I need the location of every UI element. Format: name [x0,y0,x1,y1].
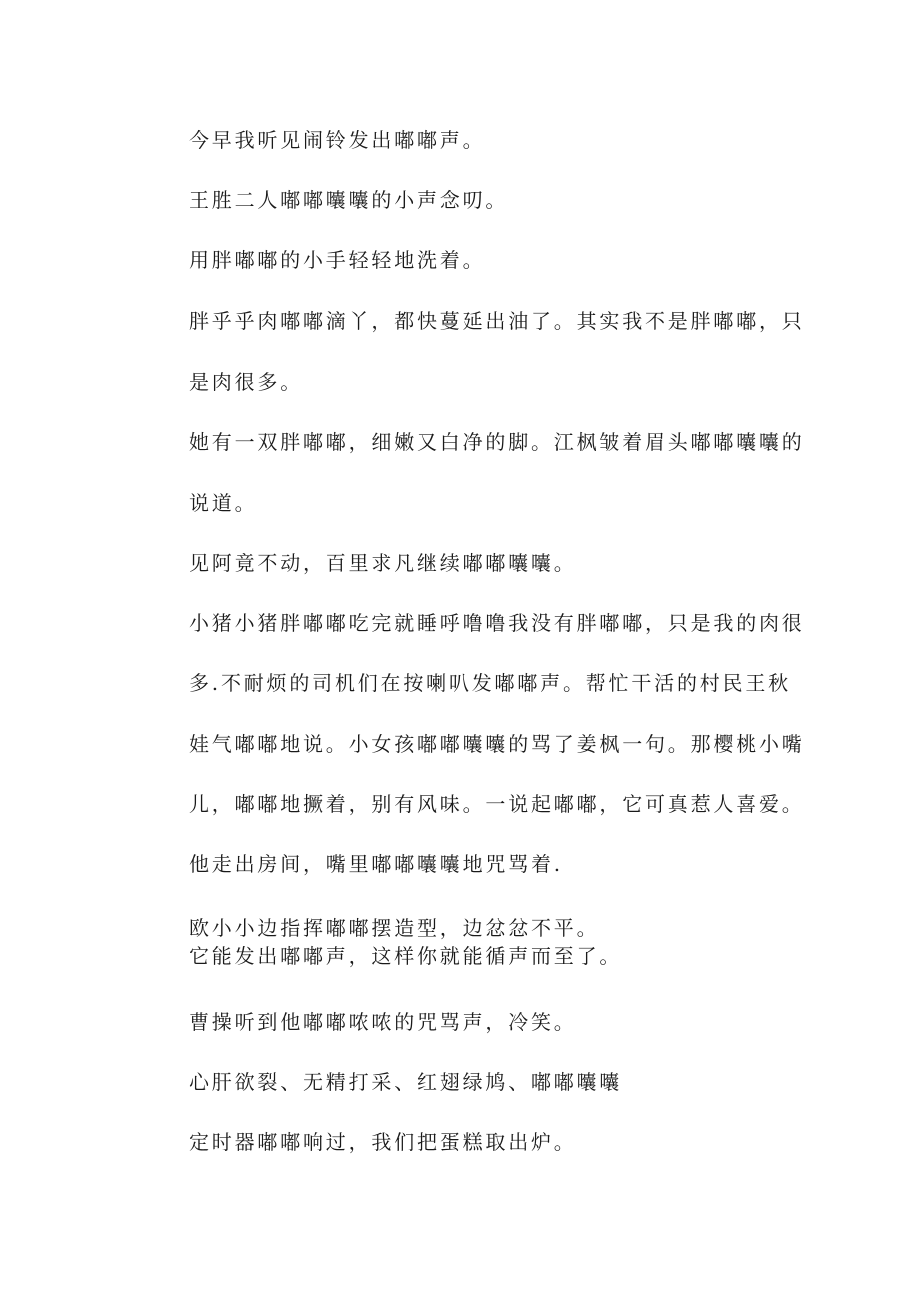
text-line-6: 她有一双胖嘟嘟，细嫩又白净的脚。江枫皱着眉头嘟嘟囔囔的 [189,430,805,454]
text-line-10: 多.不耐烦的司机们在按喇叭发嘟嘟声。帮忙干活的村民王秋 [189,671,791,695]
text-line-1: 今早我听见闹铃发出嘟嘟声。 [189,128,486,152]
text-line-11: 娃气嘟嘟地说。小女孩嘟嘟囔囔的骂了姜枫一句。那樱桃小嘴 [189,732,805,756]
text-line-12: 儿，嘟嘟地撅着，别有风味。一说起嘟嘟，它可真惹人喜爱。 [189,792,805,816]
text-line-3: 用胖嘟嘟的小手轻轻地洗着。 [189,248,486,272]
text-line-14: 欧小小边指挥嘟嘟摆造型，边忿忿不平。 [189,916,600,940]
text-line-5: 是肉很多。 [189,370,303,394]
text-line-8: 见阿竟不动，百里求凡继续嘟嘟囔囔。 [189,551,577,575]
text-line-17: 心肝欲裂、无精打采、红翅绿鸠、嘟嘟囔囔 [189,1070,623,1094]
text-line-15: 它能发出嘟嘟声，这样你就能循声而至了。 [189,944,623,968]
text-line-16: 曹操听到他嘟嘟哝哝的咒骂声，冷笑。 [189,1010,577,1034]
text-line-18: 定时器嘟嘟响过，我们把蛋糕取出炉。 [189,1130,577,1154]
text-line-2: 王胜二人嘟嘟囔囔的小声念叨。 [189,188,509,212]
text-line-4: 胖乎乎肉嘟嘟滴丫，都快蔓延出油了。其实我不是胖嘟嘟，只 [189,309,805,333]
text-line-9: 小猪小猪胖嘟嘟吃完就睡呼噜噜我没有胖嘟嘟，只是我的肉很 [189,611,805,635]
text-line-13: 他走出房间，嘴里嘟嘟囔囔地咒骂着. [189,852,563,876]
text-line-7: 说道。 [189,491,258,515]
